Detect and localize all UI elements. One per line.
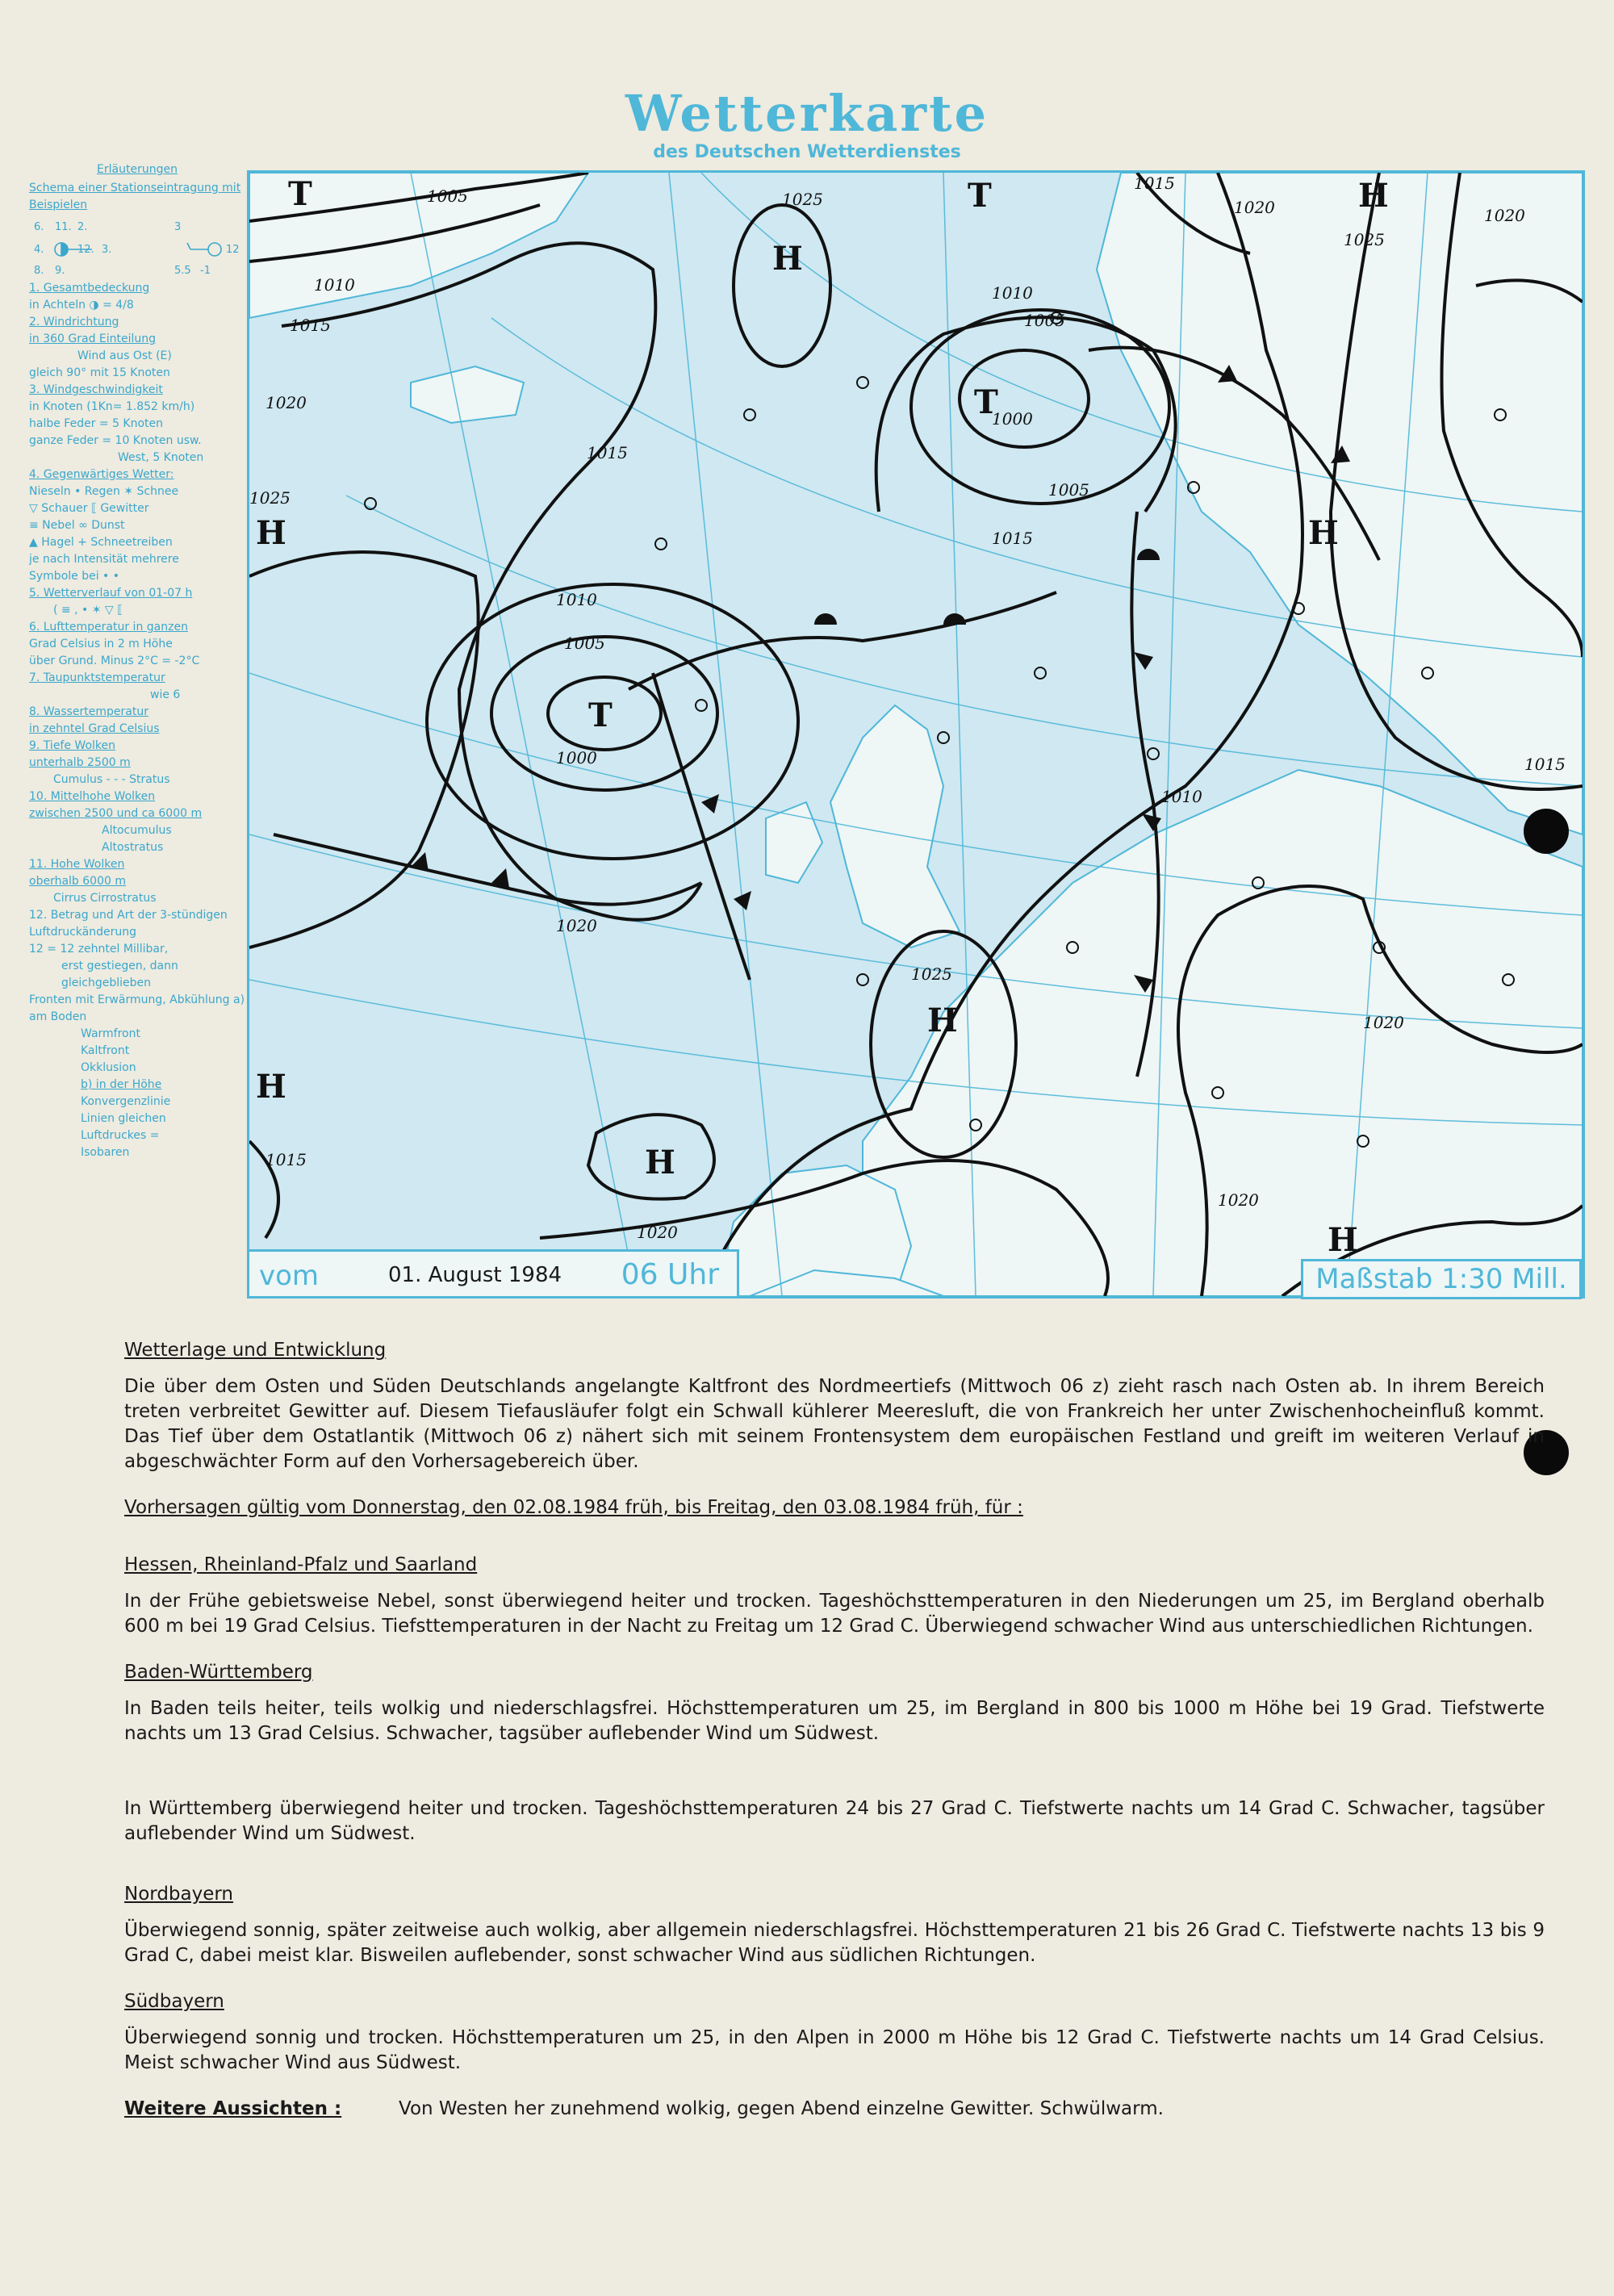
legend-item: Luftdruckes = bbox=[81, 1129, 160, 1142]
baden-text: In Baden teils heiter, teils wolkig und niederschlagsfrei. Höchsttemperaturen um 25, im Bergland in 800 bis 1000 m Höhe bei 19 Grad. Tiefstwerte nachts um 13 Grad Celsius. Schwacher, tagsüber auflebender Wind um Südwest. bbox=[124, 1698, 1545, 1744]
legend-item: Cirrus Cirrostratus bbox=[53, 892, 157, 905]
svg-text:12: 12 bbox=[226, 244, 240, 256]
isobar-label: 1020 bbox=[556, 916, 597, 935]
legend-item: Altostratus bbox=[102, 841, 164, 854]
isobar-label: 1010 bbox=[992, 283, 1033, 303]
legend-heading: Erläuterungen bbox=[97, 163, 178, 176]
svg-text:9.: 9. bbox=[55, 265, 65, 277]
legend-item: erst gestiegen, dann bbox=[61, 960, 178, 972]
title-block bbox=[0, 84, 1614, 162]
station-schema-icon bbox=[29, 217, 245, 277]
legend-item: 1. Gesamtbedeckung bbox=[29, 282, 150, 295]
isobar-label: 1020 bbox=[1234, 198, 1275, 217]
legend-item: ▽ Schauer ⟦ Gewitter bbox=[29, 502, 149, 515]
high-center-label: H bbox=[1358, 177, 1389, 215]
legend-item: 6. Lufttemperatur in ganzen bbox=[29, 621, 188, 634]
legend-item: wie 6 bbox=[150, 688, 181, 701]
legend-item: gleich 90° mit 15 Knoten bbox=[29, 366, 170, 379]
map-date-bar bbox=[247, 1249, 739, 1299]
low-center-label: T bbox=[588, 696, 613, 734]
legend-item: Nieseln • Regen ✶ Schnee bbox=[29, 485, 179, 498]
high-center-label: H bbox=[256, 1068, 286, 1106]
forecast-validity-header: Vorhersagen gültig vom Donnerstag, den 02.08.1984 früh, bis Freitag, den 03.08.1984 früh, für : bbox=[124, 1497, 1023, 1518]
svg-text:3.: 3. bbox=[102, 244, 112, 256]
isobar-label: 1025 bbox=[782, 190, 823, 209]
legend-item: b) in der Höhe bbox=[81, 1078, 162, 1091]
isobar-label: 1015 bbox=[1134, 174, 1175, 193]
legend-item: Fronten mit Erwärmung, Abkühlung a) am Boden bbox=[29, 993, 245, 1023]
low-center-label: T bbox=[968, 177, 992, 215]
legend-item: Altocumulus bbox=[102, 824, 172, 837]
legend-item: Okklusion bbox=[81, 1061, 136, 1074]
high-center-label: H bbox=[1328, 1221, 1358, 1259]
isobar-label: 1015 bbox=[290, 316, 331, 335]
map-hour: 06 Uhr bbox=[621, 1258, 719, 1291]
wuerttemberg-text: In Württemberg überwiegend heiter und trocken. Tageshöchsttemperaturen 24 bis 27 Grad C. Tiefstwerte nachts um 14 Grad C. Schwacher, tagsüber auflebender Wind um Südwest. bbox=[124, 1798, 1545, 1844]
isobar-label: 1000 bbox=[992, 409, 1033, 429]
wetterlage-text: Die über dem Osten und Süden Deutschlands angelangte Kaltfront des Nordmeertiefs (Mittwoch 06 z) zieht rasch nach Osten ab. In ihrem Bereich treten verbreitet Gewitter auf. Diesem Tiefausläufer folgt ein Schwall kühlerer Meeresluft, die von Frankreich her unter Zwischenhocheinfluß kommt. Das Tief über dem Ostatlantik (Mittwoch 06 z) nähert sich mit seinem Frontensystem dem europäischen Festland und greift im weiteren Verlauf in abgeschwächter Form auf den Vorhersagebereich über. bbox=[124, 1376, 1545, 1472]
isobar-label: 1015 bbox=[266, 1150, 307, 1169]
legend-item: zwischen 2500 und ca 6000 m bbox=[29, 807, 203, 820]
legend-item: über Grund. Minus 2°C = -2°C bbox=[29, 655, 200, 667]
nordbayern-text: Überwiegend sonnig, später zeitweise auch wolkig, aber allgemein niederschlagsfrei. Höchsttemperaturen 21 bis 26 Grad C. Tiefstwerte nachts 13 bis 9 Grad C, dabei meist klar. Bisweilen auflebender, sonst schwacher Wind aus südlichen Richtungen. bbox=[124, 1920, 1545, 1966]
legend-item: Cumulus - - - Stratus bbox=[53, 773, 170, 786]
svg-text:12.: 12. bbox=[77, 244, 94, 256]
high-center-label: H bbox=[927, 1002, 958, 1039]
legend-item: Warmfront bbox=[81, 1027, 140, 1040]
legend-item: in Achteln ◑ = 4/8 bbox=[29, 299, 134, 312]
legend-item: in zehntel Grad Celsius bbox=[29, 722, 160, 735]
section-title-baden-wuerttemberg: Baden-Württemberg bbox=[124, 1662, 313, 1683]
isobar-label: 1025 bbox=[1344, 230, 1385, 249]
legend-item: 7. Taupunktstemperatur bbox=[29, 671, 165, 684]
isobar-label: 1020 bbox=[1363, 1013, 1404, 1032]
page-title: Wetterkarte bbox=[625, 84, 989, 143]
legend-item: 4. Gegenwärtiges Wetter: bbox=[29, 468, 174, 481]
section-title-hessen: Hessen, Rheinland-Pfalz und Saarland bbox=[124, 1554, 478, 1575]
map-scale: Maßstab 1:30 Mill. bbox=[1301, 1259, 1582, 1299]
legend-item: ganze Feder = 10 Knoten usw. bbox=[29, 434, 202, 447]
legend-item: Wind aus Ost (E) bbox=[77, 349, 172, 362]
weather-map bbox=[247, 170, 1585, 1299]
isobar-label: 1020 bbox=[1484, 206, 1525, 225]
isobar-label: 1005 bbox=[1048, 480, 1089, 500]
legend-item: 10. Mittelhohe Wolken bbox=[29, 790, 156, 803]
legend-item: ≡ Nebel ∞ Dunst bbox=[29, 519, 125, 532]
legend-item: 12. Betrag und Art der 3-stündigen Luftdruckänderung bbox=[29, 909, 228, 939]
legend-item: unterhalb 2500 m bbox=[29, 756, 131, 769]
isobar-label: 1015 bbox=[992, 529, 1033, 548]
legend-panel bbox=[29, 161, 245, 1161]
land-continent bbox=[863, 770, 1583, 1296]
forecast-report bbox=[124, 1338, 1545, 2122]
low-center-label: T bbox=[974, 383, 998, 421]
legend-item: je nach Intensität mehrere bbox=[29, 553, 179, 566]
punch-hole-icon bbox=[1524, 809, 1569, 854]
hessen-text: In der Frühe gebietsweise Nebel, sonst überwiegend heiter und trocken. Tageshöchsttemperaturen in den Niederungen um 25, im Bergland oberhalb 600 m bei 19 Grad Celsius. Tiefsttemperaturen in der Nacht zu Freitag um 12 Grad C. Überwiegend schwacher Wind aus unterschiedlichen Richtungen. bbox=[124, 1591, 1545, 1637]
legend-station-schema bbox=[29, 217, 245, 277]
svg-text:6.: 6. bbox=[34, 221, 44, 233]
svg-text:3: 3 bbox=[174, 221, 182, 233]
legend-item: 2. Windrichtung bbox=[29, 316, 119, 328]
map-date: 01. August 1984 bbox=[388, 1263, 562, 1287]
legend-item: Konvergenzlinie bbox=[81, 1095, 171, 1108]
legend-item: oberhalb 6000 m bbox=[29, 875, 126, 888]
legend-item: 9. Tiefe Wolken bbox=[29, 739, 115, 752]
isobar-label: 1020 bbox=[1218, 1190, 1259, 1210]
legend-item: 12 = 12 zehntel Millibar, bbox=[29, 943, 169, 956]
page-subtitle: des Deutschen Wetterdienstes bbox=[653, 142, 961, 162]
legend-item: ( ≡ , • ✶ ▽ ⟦ bbox=[53, 604, 123, 617]
section-title-wetterlage: Wetterlage und Entwicklung bbox=[124, 1340, 387, 1361]
legend-items bbox=[29, 280, 245, 1161]
further-outlook bbox=[124, 2097, 1545, 2122]
land-iceland bbox=[411, 366, 524, 423]
legend-item: 8. Wassertemperatur bbox=[29, 705, 148, 718]
isobar-label: 1010 bbox=[314, 275, 355, 295]
legend-item: 5. Wetterverlauf von 01-07 h bbox=[29, 587, 193, 600]
map-vom-label: vom bbox=[259, 1260, 320, 1292]
further-outlook-label: Weitere Aussichten : bbox=[124, 2098, 342, 2119]
land-ireland bbox=[766, 802, 822, 883]
legend-item: Isobaren bbox=[81, 1146, 130, 1159]
svg-text:2.: 2. bbox=[77, 221, 88, 233]
isobar-label: 1005 bbox=[564, 634, 605, 653]
high-center-label: H bbox=[645, 1144, 675, 1181]
isobar-label: 1020 bbox=[637, 1223, 678, 1242]
isobar-label: 1000 bbox=[556, 748, 597, 767]
legend-item: Grad Celsius in 2 m Höhe bbox=[29, 638, 173, 650]
further-outlook-text: Von Westen her zunehmend wolkig, gegen Abend einzelne Gewitter. Schwülwarm. bbox=[399, 2098, 1164, 2119]
svg-text:4.: 4. bbox=[34, 244, 44, 256]
legend-item: 11. Hohe Wolken bbox=[29, 858, 125, 871]
isobar-label: 1005 bbox=[427, 186, 468, 206]
legend-item: in 360 Grad Einteilung bbox=[29, 332, 157, 345]
svg-text:11.: 11. bbox=[55, 221, 72, 233]
legend-item: halbe Feder = 5 Knoten bbox=[29, 417, 164, 430]
legend-item: ▲ Hagel + Schneetreiben bbox=[29, 536, 173, 549]
legend-item: Symbole bei • • bbox=[29, 570, 120, 583]
high-center-label: H bbox=[256, 514, 286, 552]
low-center-label: T bbox=[288, 175, 312, 213]
legend-item: Linien gleichen bbox=[81, 1112, 166, 1125]
suedbayern-text: Überwiegend sonnig und trocken. Höchsttemperaturen um 25, in den Alpen in 2000 m Höhe bis 12 Grad C. Tiefstwerte nachts um 14 Grad Celsius. Meist schwacher Wind aus Südwest. bbox=[124, 2027, 1545, 2073]
isobar-label: 1005 bbox=[1024, 311, 1065, 330]
section-title-nordbayern: Nordbayern bbox=[124, 1884, 234, 1905]
legend-item: West, 5 Knoten bbox=[118, 451, 204, 464]
weather-map-drawing bbox=[249, 173, 1583, 1296]
legend-item: Kaltfront bbox=[81, 1044, 130, 1057]
isobar-label: 1020 bbox=[266, 393, 307, 412]
legend-item: gleichgeblieben bbox=[61, 977, 152, 989]
isobar-label: 1025 bbox=[911, 964, 952, 984]
isobar-label: 1010 bbox=[556, 590, 597, 609]
high-center-label: H bbox=[772, 240, 803, 278]
svg-text:8.: 8. bbox=[34, 265, 44, 277]
isobar-label: 1025 bbox=[249, 488, 291, 508]
legend-item: 3. Windgeschwindigkeit bbox=[29, 383, 163, 396]
legend-item: in Knoten (1Kn= 1.852 km/h) bbox=[29, 400, 195, 413]
high-center-label: H bbox=[1308, 514, 1339, 552]
section-title-suedbayern: Südbayern bbox=[124, 1991, 224, 2012]
legend-schema-title: Schema einer Stationseintragung mit Beispielen bbox=[29, 182, 241, 211]
isobar-label: 1015 bbox=[1524, 755, 1566, 774]
svg-text:-1: -1 bbox=[200, 265, 211, 277]
svg-text:5.5: 5.5 bbox=[174, 265, 191, 277]
isobar-label: 1010 bbox=[1161, 787, 1202, 806]
isobar-label: 1015 bbox=[587, 443, 628, 462]
